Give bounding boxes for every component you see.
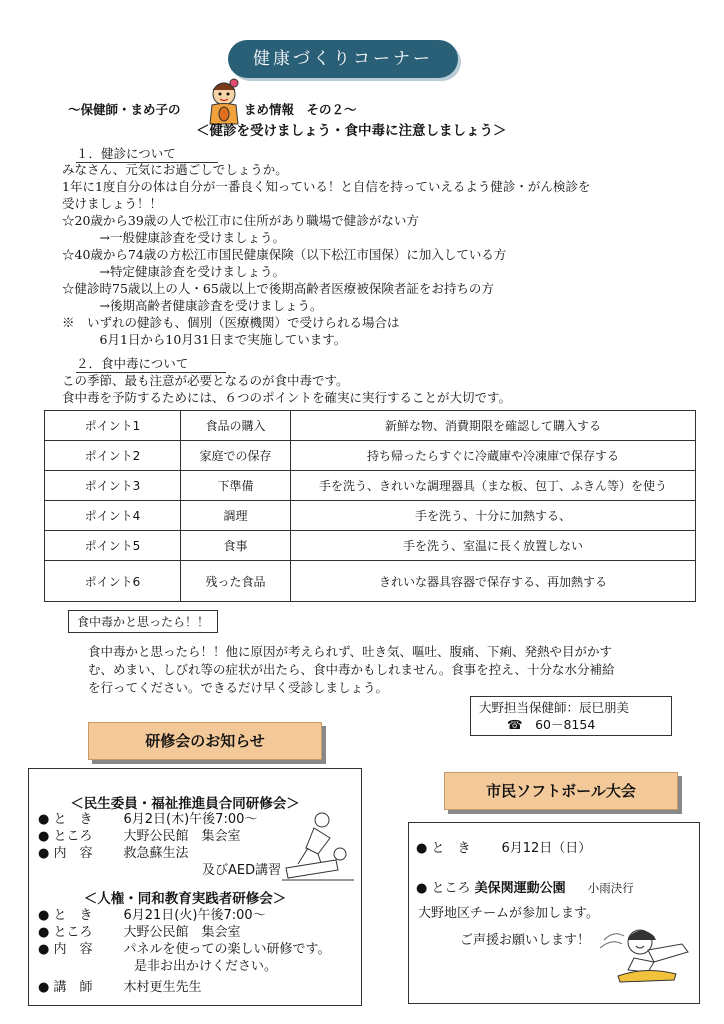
- detail-cell: 新鮮な物、消費期限を確認して購入する: [291, 411, 696, 441]
- seminar1-row: ● と き 6月2日(木)午後7:00～: [38, 812, 258, 827]
- row-value: 6月2日(木)午後7:00～: [123, 812, 258, 827]
- softball-label: 市民ソフトボール大会: [444, 772, 678, 810]
- text-line: この季節、最も注意が必要となるのが食中毒です。: [62, 373, 349, 388]
- point-cell: ポイント5: [45, 531, 181, 561]
- row-value: 木村更生先生: [123, 980, 202, 995]
- point-cell: ポイント1: [45, 411, 181, 441]
- softball-line1: 大野地区チームが参加します。: [418, 906, 599, 921]
- training-label: 研修会のお知らせ: [88, 722, 322, 760]
- row-value: 大野公民館 集会室: [123, 925, 241, 940]
- seminar2-row: ● 講 師 木村更生先生: [38, 980, 202, 995]
- banner-title: 健康づくりコーナー: [228, 40, 458, 78]
- section1-body: [62, 161, 590, 348]
- table-row: [45, 471, 696, 501]
- main-heading: ＜健診を受けましょう・食中毒に注意しましょう＞: [196, 123, 507, 139]
- row-key: 内 容: [53, 942, 93, 957]
- item-cell: 家庭での保存: [181, 441, 291, 471]
- item-cell: 食品の購入: [181, 411, 291, 441]
- table-row: [45, 501, 696, 531]
- seminar1-row: ● ところ 大野公民館 集会室: [38, 829, 241, 844]
- subtitle-right: まめ情報 その２～: [244, 102, 357, 117]
- point-cell: ポイント3: [45, 471, 181, 501]
- table-row: [45, 531, 696, 561]
- softball-line2: ご声援お願いします！: [460, 933, 591, 948]
- seminar2-row: ● 内 容 パネルを使っての楽しい研修です。: [38, 942, 331, 957]
- item-cell: 残った食品: [181, 561, 291, 602]
- point-cell: ポイント2: [45, 441, 181, 471]
- softball-where: ● ところ 美保関運動公園 小雨決行: [416, 881, 634, 896]
- food-poisoning-note-label: 食中毒かと思ったら！！: [68, 610, 218, 633]
- table-row: [45, 411, 696, 441]
- row-value: 6月21日(火)午後7:00～: [123, 908, 266, 923]
- subtitle-left: ～保健師・まめ子の: [68, 102, 181, 117]
- text-line: →一般健康診査を受けましょう。: [62, 230, 285, 245]
- row-key: 講 師: [53, 980, 93, 995]
- detail-cell: 持ち帰ったらすぐに冷蔵庫や冷凍庫で保存する: [291, 441, 696, 471]
- text-line: ※ いずれの健診も、個別（医療機関）で受けられる場合は: [62, 315, 400, 330]
- table-row: [45, 561, 696, 602]
- item-cell: 下準備: [181, 471, 291, 501]
- cpr-illustration-icon: [278, 808, 358, 884]
- seminar2-row: ● と き 6月21日(火)午後7:00～: [38, 908, 266, 923]
- row-key: ところ: [53, 925, 93, 940]
- row-value: 救急蘇生法: [123, 846, 189, 861]
- row-key: と き: [53, 908, 93, 923]
- food-poisoning-note: [88, 643, 615, 697]
- row-key: 内 容: [53, 846, 93, 861]
- seminar1-title: ＜民生委員・福祉推進員合同研修会＞: [70, 796, 300, 812]
- contact-name: 大野担当保健師：辰巳朋美: [479, 700, 630, 715]
- seminar2-row: ● ところ 大野公民館 集会室: [38, 925, 241, 940]
- text-line: みなさん、元気にお過ごしでしょうか。: [62, 162, 288, 177]
- text-line: ☆40歳から74歳の方松江市国民健康保険（以下松江市国保）に加入している方: [62, 247, 507, 262]
- seminar2-title: ＜人権・同和教育実践者研修会＞: [83, 891, 287, 907]
- contact-phone: ☎ 60－8154: [507, 717, 596, 732]
- text-line: →後期高齢者健康診査を受けましょう。: [62, 298, 323, 313]
- text-line: 6月1日から10月31日まで実施しています。: [62, 332, 347, 347]
- detail-cell: 手を洗う、きれいな調理器具（まな板、包丁、ふきん等）を使う: [291, 471, 696, 501]
- softball-player-icon: [598, 922, 694, 984]
- row-key: と き: [431, 841, 471, 856]
- text-line: →特定健康診査を受けましょう。: [62, 264, 285, 279]
- seminar1-details: [38, 811, 281, 879]
- section2-body: [62, 372, 511, 406]
- item-cell: 調理: [181, 501, 291, 531]
- item-cell: 食事: [181, 531, 291, 561]
- detail-cell: きれいな器具容器で保存する、再加熱する: [291, 561, 696, 602]
- text-line: 受けましょう！！: [62, 196, 163, 211]
- text-line: を行ってください。できるだけ早く受診しましょう。: [88, 680, 389, 695]
- row-value: パネルを使っての楽しい研修です。: [123, 942, 331, 957]
- point-cell: ポイント6: [45, 561, 181, 602]
- seminar2-details: [38, 907, 330, 996]
- table-row: [45, 441, 696, 471]
- detail-cell: 手を洗う、室温に長く放置しない: [291, 531, 696, 561]
- seminar1-row: ● 内 容 救急蘇生法: [38, 846, 189, 861]
- row-value: 6月12日（日）: [501, 841, 592, 856]
- section1-title: １．健診について: [76, 144, 218, 163]
- point-cell: ポイント4: [45, 501, 181, 531]
- row-value: 大野公民館 集会室: [123, 829, 241, 844]
- text-line: む、めまい、しびれ等の症状が出たら、食中毒かもしれません。食事を控え、十分な水分補給: [88, 662, 615, 677]
- row-key: と き: [53, 812, 93, 827]
- row-value: 美保関運動公園: [474, 881, 566, 896]
- rain-note: 小雨決行: [587, 881, 634, 895]
- text-line: 食中毒を予防するためには、６つのポイントを確実に実行することが大切です。: [62, 390, 512, 405]
- seminar2-extra: 是非お出かけください。: [134, 959, 278, 974]
- section2-title: ２．食中毒について: [76, 354, 226, 373]
- row-key: ところ: [431, 881, 471, 896]
- row-key: ところ: [53, 829, 93, 844]
- text-line: 食中毒かと思ったら！！他に原因が考えられず、吐き気、嘔吐、腹痛、下痢、発熱や目がかす: [88, 644, 613, 659]
- text-line: ☆20歳から39歳の人で松江市に住所があり職場で健診がない方: [62, 213, 419, 228]
- detail-cell: 手を洗う、十分に加熱する、: [291, 501, 696, 531]
- contact-box: [470, 696, 672, 736]
- food-poisoning-points-table: [44, 410, 696, 602]
- text-line: ☆健診時75歳以上の人・65歳以上で後期高齢者医療被保険者証をお持ちの方: [62, 281, 494, 296]
- seminar1-extra: 及びAED講習: [202, 863, 282, 878]
- text-line: 1年に1度自分の体は自分が一番良く知っている！と自信を持っていえるよう健診・がん検診を: [62, 179, 591, 194]
- softball-when: ● と き 6月12日（日）: [416, 841, 592, 856]
